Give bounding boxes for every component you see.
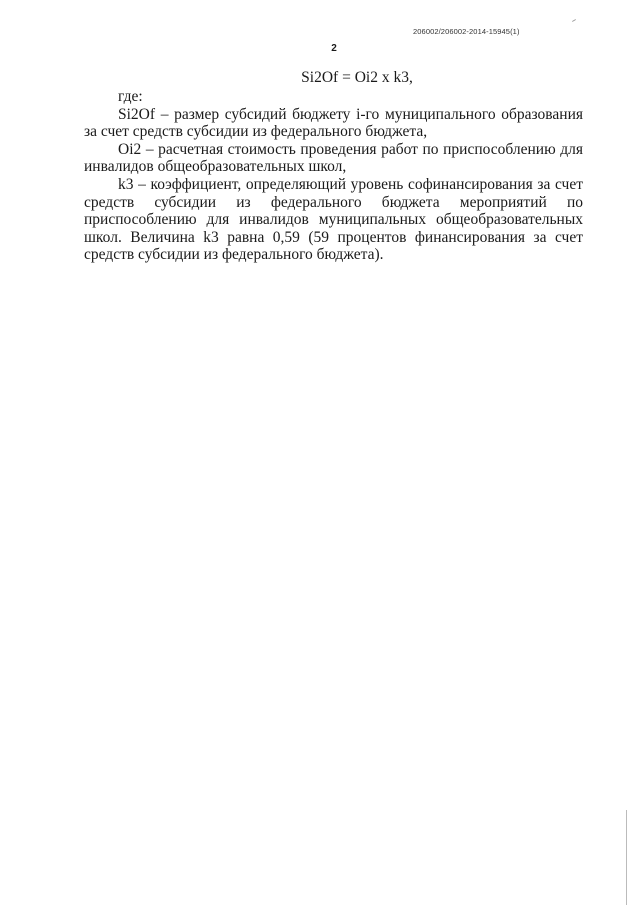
paragraph-si2of-definition: Si2Of – размер субсидий бюджету i-го муниципального образования за счет средств субсидии из федерального бюджета, [84, 105, 583, 141]
paragraph-where: где: [118, 88, 143, 105]
page-number: 2 [331, 43, 337, 54]
scan-edge-line [626, 810, 627, 905]
document-id: 206002/206002-2014-15945(1) [413, 27, 520, 36]
document-body [84, 88, 583, 264]
scan-mark [572, 19, 576, 22]
paragraph-oi2-definition: Oi2 – расчетная стоимость проведения работ по приспособлению для инвалидов общеобразовательных школ, [84, 140, 583, 176]
formula: Si2Of = Oi2 x k3, [301, 69, 413, 86]
paragraph-k3-definition: k3 – коэффициент, определяющий уровень софинансирования за счет средств субсидии из федерального бюджета мероприятий по приспособлению для инвалидов муниципальных общеобразовательных школ. Величина k3 равна 0,59 (59 процентов финансирования за счет средств субсидии из федерального бюджета). [84, 175, 583, 264]
